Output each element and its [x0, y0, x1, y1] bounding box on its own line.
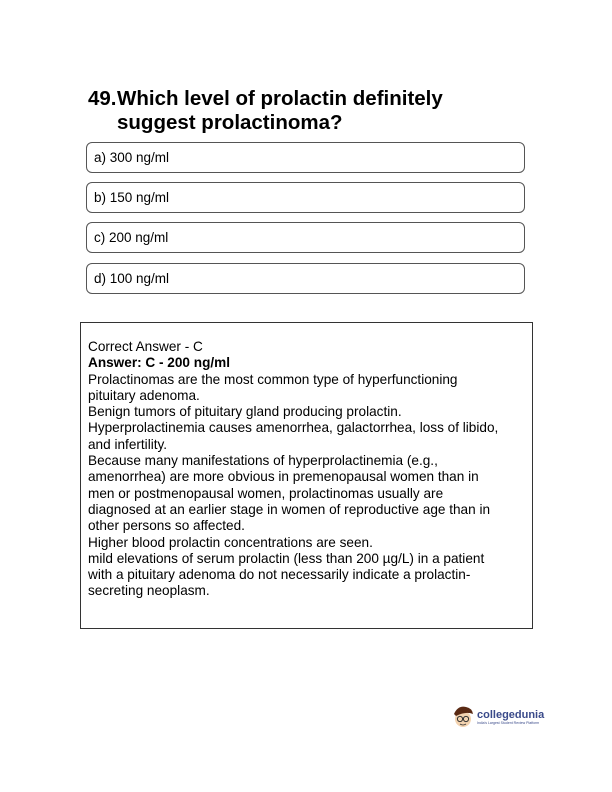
option-b[interactable]: b) 150 ng/ml — [86, 182, 525, 213]
answer-box — [80, 322, 533, 629]
logo-tagline: India's Largest Student Review Platform — [477, 720, 540, 725]
explanation-line: Prolactinomas are the most common type of hyperfunctioning pituitary adenoma. — [88, 371, 458, 403]
option-c[interactable]: c) 200 ng/ml — [86, 222, 525, 253]
question-number: 49. — [88, 87, 117, 110]
question-text: Which level of prolactin definitely suggest prolactinoma? — [117, 87, 443, 134]
explanation-line: mild elevations of serum prolactin (less than 200 µg/L) in a patient with a pituitary adenoma do not necessarily indicate a prolactin- secreting neoplasm. — [88, 550, 485, 599]
explanation-line: Hyperprolactinemia causes amenorrhea, galactorrhea, loss of libido, and infertility. — [88, 420, 499, 452]
collegedunia-logo — [452, 704, 544, 730]
explanation-line: Benign tumors of pituitary gland producing prolactin. — [88, 404, 402, 420]
answer-heading: Answer: C - 200 ng/ml — [88, 355, 231, 371]
explanation-line: Higher blood prolactin concentrations are seen. — [88, 534, 373, 550]
mascot-icon — [452, 704, 474, 730]
logo-name: collegedunia — [477, 708, 545, 721]
question — [88, 87, 527, 135]
explanation-line: Because many manifestations of hyperprolactinemia (e.g., amenorrhea) are more obvious in premenopausal women than in men or postmenopausal women, prolactinomas usually are diagnosed at an earlier stage in women of reproductive age than in other persons so affected. — [88, 453, 491, 534]
option-a[interactable]: a) 300 ng/ml — [86, 142, 525, 173]
correct-answer: Correct Answer - C — [88, 339, 203, 354]
option-d[interactable]: d) 100 ng/ml — [86, 263, 525, 294]
